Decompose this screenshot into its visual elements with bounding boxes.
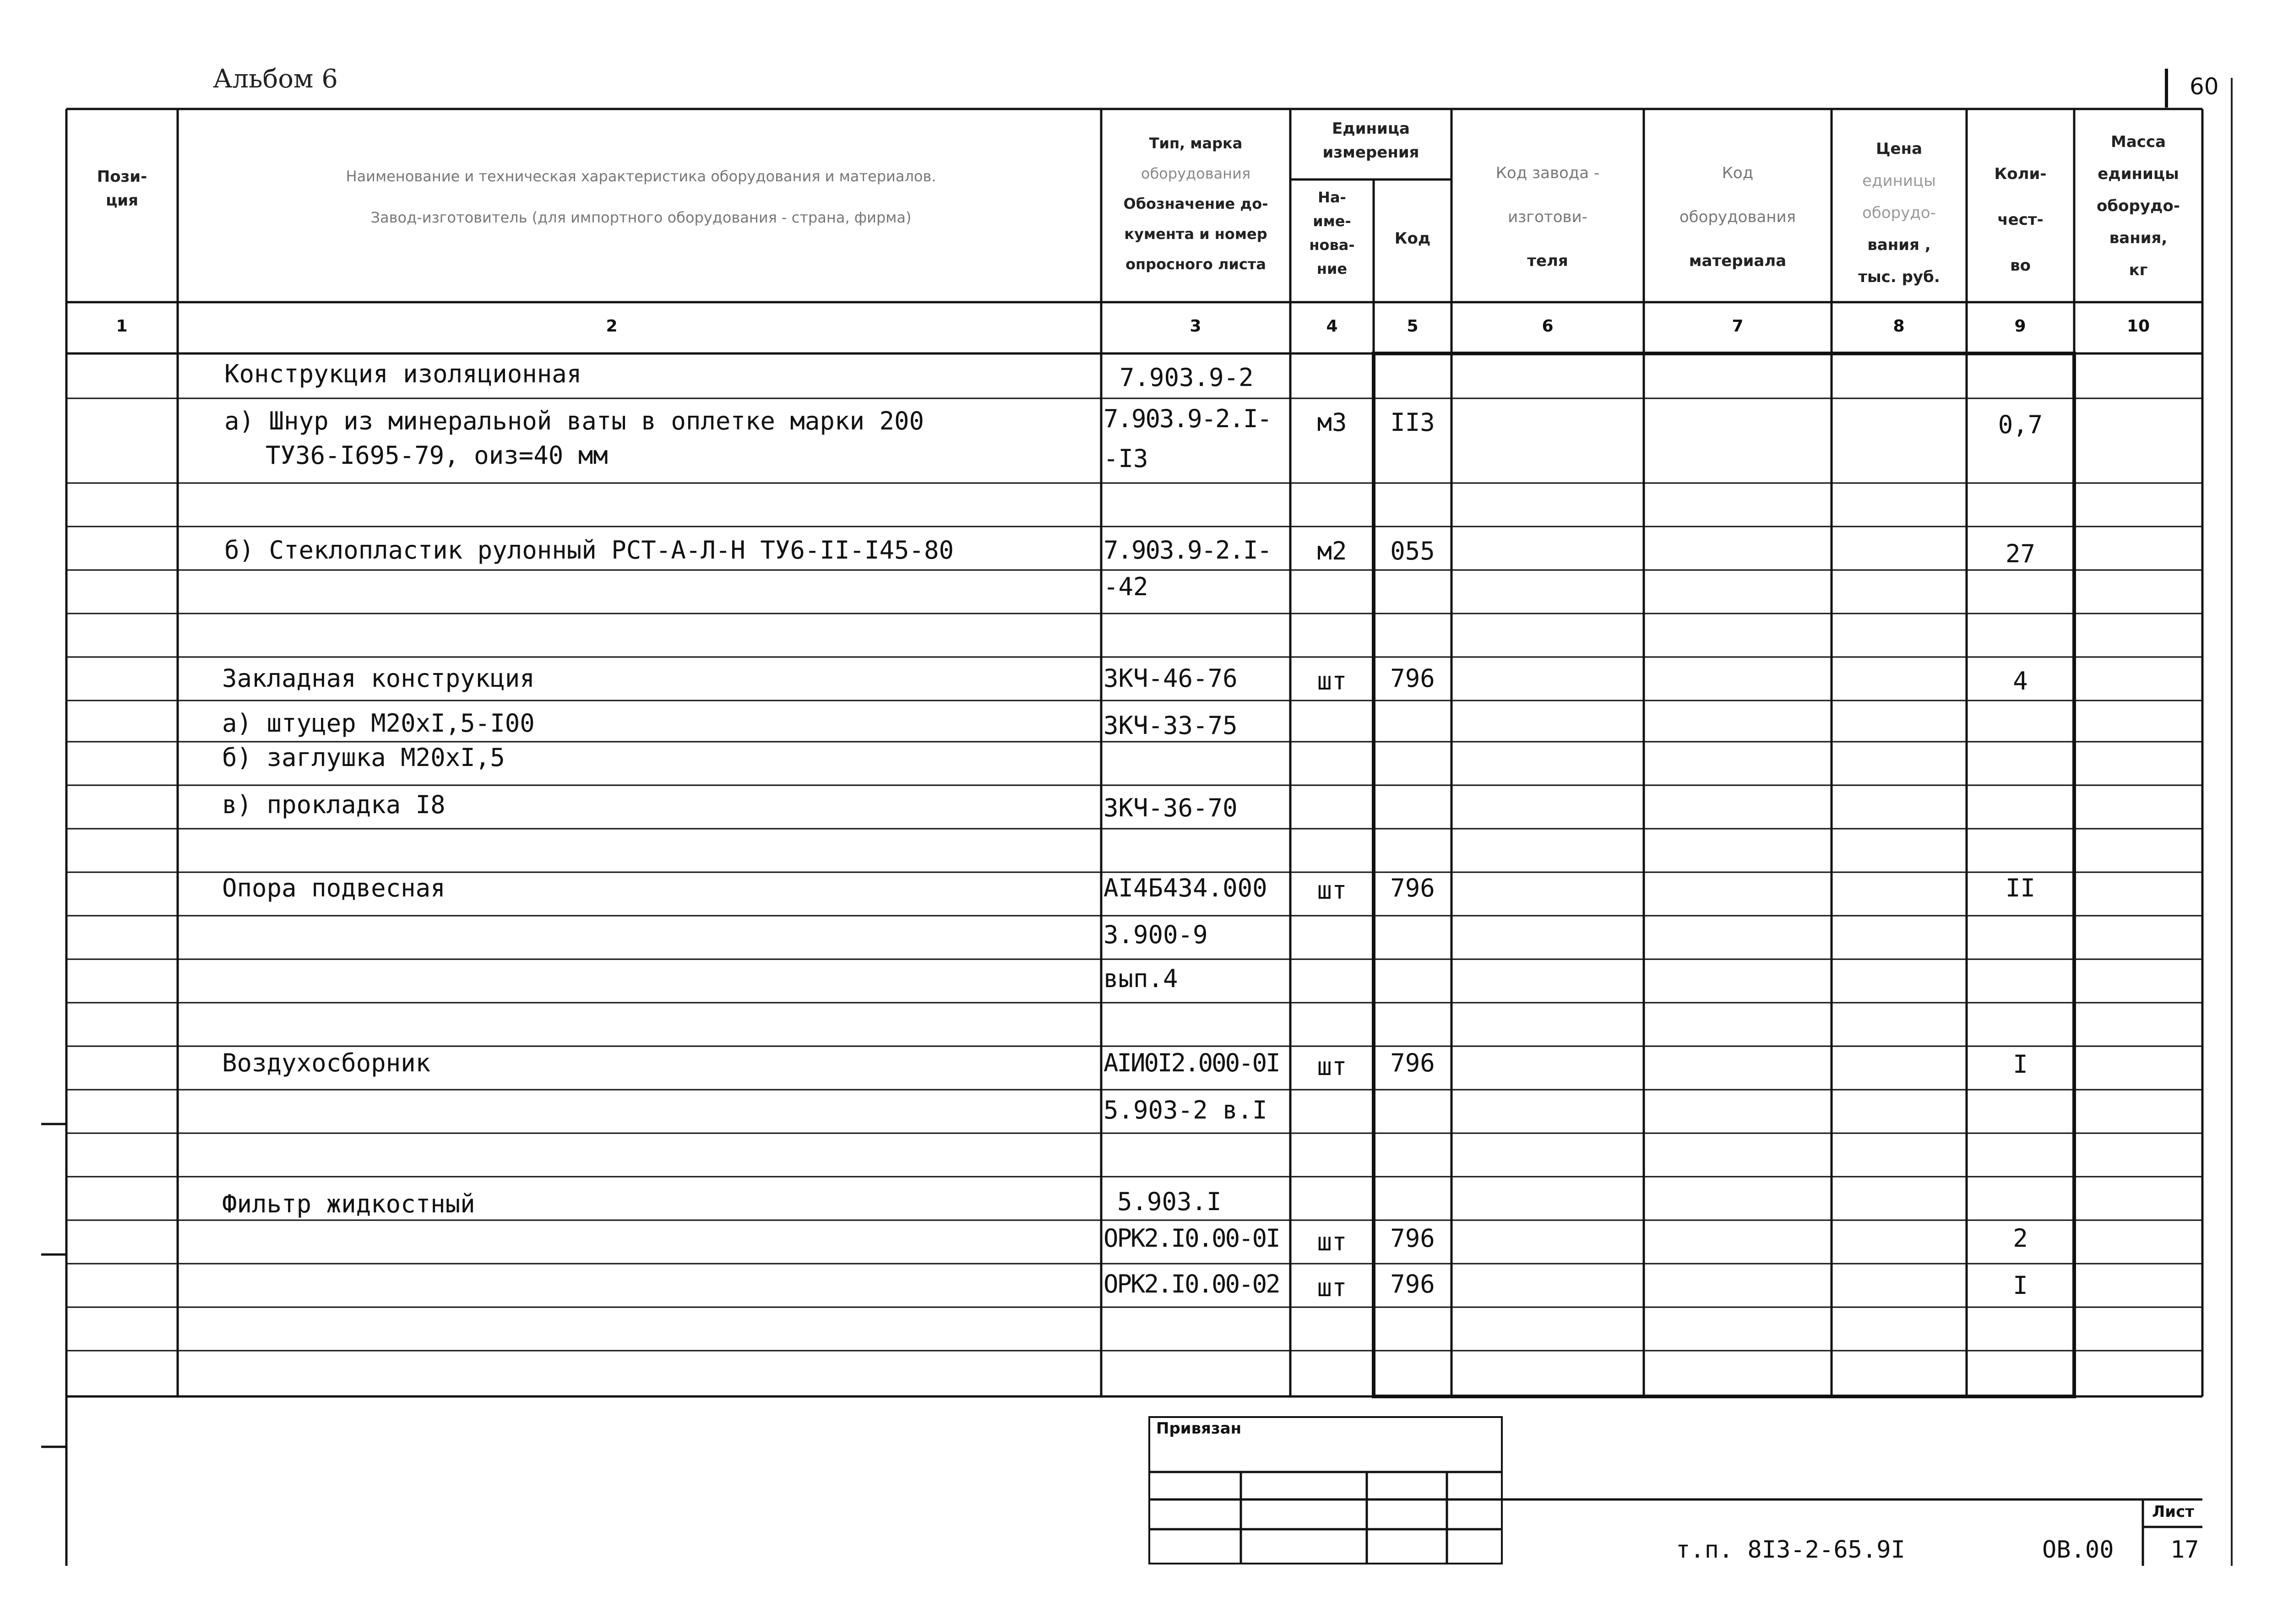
header-position — [66, 165, 178, 212]
header-price-line4: вания , — [1867, 236, 1931, 254]
header-plant-code — [1451, 151, 1644, 283]
row-type: ОРК2.I0.00-0I — [1103, 1224, 1279, 1253]
header-mass-line1: Масса — [2110, 133, 2166, 151]
header-type-line5: опросного листа — [1125, 255, 1266, 273]
header-mass — [2074, 126, 2202, 286]
row-unit: м2 — [1317, 537, 1347, 565]
header-unit-name — [1290, 185, 1374, 281]
header-equip-code-line3: материала — [1689, 252, 1787, 270]
column-number-9: 9 — [2014, 317, 2026, 336]
row-type: -I3 — [1103, 444, 1148, 473]
header-price-line5: тыс. руб. — [1858, 268, 1940, 286]
row-type: 3.900-9 — [1103, 920, 1208, 949]
row-unit: шт — [1317, 876, 1347, 905]
row-unit: шт — [1317, 1273, 1347, 1302]
header-unit — [1290, 117, 1451, 164]
sheet-code: ОВ.00 — [2042, 1536, 2114, 1564]
row-code: II3 — [1390, 408, 1435, 437]
column-number-5: 5 — [1407, 317, 1419, 336]
row-unit: шт — [1317, 1052, 1347, 1081]
page-number: 60 — [2190, 73, 2219, 100]
header-equip-code-line1: Код — [1722, 164, 1754, 182]
row-qty: I — [2013, 1050, 2028, 1079]
stamp-title: Привязан — [1156, 1419, 1242, 1438]
header-qty — [1967, 151, 2074, 288]
row-type: 5.903.I — [1117, 1187, 1222, 1216]
header-mass-line3: оборудо- — [2097, 197, 2180, 215]
row-type: AIИ0I2.000-0I — [1103, 1048, 1279, 1077]
row-name: б) заглушка М20хI,5 — [222, 743, 505, 772]
header-price-line2: единицы — [1862, 172, 1936, 190]
column-number-3: 3 — [1190, 317, 1201, 336]
column-number-10: 10 — [2126, 317, 2150, 336]
column-number-4: 4 — [1326, 317, 1338, 336]
row-type: 7.903.9-2.I- — [1103, 536, 1272, 565]
header-type-line1: Тип, марка — [1149, 135, 1243, 152]
row-name: Воздухосборник — [222, 1048, 431, 1077]
document-code: т.п. 8I3-2-65.9I — [1676, 1536, 1905, 1564]
header-position-line1: Пози- — [97, 168, 147, 186]
header-plant-code-line3: теля — [1527, 252, 1568, 270]
header-unit-name-line4: ние — [1316, 260, 1348, 277]
column-number-6: 6 — [1542, 317, 1554, 336]
row-qty: 27 — [2005, 539, 2036, 568]
header-mass-line5: кг — [2129, 261, 2148, 279]
row-name: б) Стеклопластик рулонный РСТ-А-Л-Н ТУ6-II-I45-80 — [224, 536, 954, 565]
row-qty: 0,7 — [1998, 410, 2043, 439]
row-qty: 4 — [2013, 667, 2028, 695]
row-name: ТУ36-I695-79, оиз=40 мм — [266, 441, 608, 470]
row-unit: м3 — [1317, 408, 1347, 437]
header-name-line2: Завод-изготовитель (для импортного оборудования - страна, фирма) — [370, 209, 912, 226]
header-unit-name-line1: На- — [1318, 189, 1346, 206]
row-code: 796 — [1390, 874, 1435, 902]
header-unit-name-line3: нова- — [1309, 236, 1355, 254]
header-name — [183, 156, 1099, 238]
header-unit-line1: Единица — [1332, 119, 1410, 138]
row-type: ЗКЧ-46-76 — [1103, 664, 1238, 693]
row-name: Опора подвесная — [222, 874, 446, 902]
header-equip-code — [1644, 151, 1832, 283]
row-name: Закладная конструкция — [222, 664, 535, 693]
row-type: 7.903.9-2.I- — [1103, 404, 1272, 433]
sheet-label: Лист — [2152, 1503, 2194, 1521]
column-number-7: 7 — [1732, 317, 1744, 336]
sheet-number: 17 — [2170, 1536, 2199, 1564]
header-type-line4: кумента и номер — [1124, 225, 1267, 243]
header-qty-line3: во — [2010, 256, 2031, 275]
header-qty-line2: чест- — [1997, 211, 2044, 229]
row-unit: шт — [1317, 1228, 1347, 1256]
row-type: 7.903.9-2 — [1120, 363, 1254, 392]
row-code: 796 — [1390, 1224, 1435, 1253]
row-type: ЗКЧ-33-75 — [1103, 711, 1238, 740]
column-number-2: 2 — [606, 317, 618, 336]
row-type: -42 — [1103, 572, 1148, 601]
header-unit-name-line2: име- — [1313, 212, 1351, 230]
header-type — [1101, 128, 1290, 279]
row-code: 055 — [1390, 537, 1435, 565]
row-type: 5.903-2 в.I — [1103, 1096, 1267, 1124]
row-type: AI4Б434.000 — [1103, 874, 1267, 902]
row-code: 796 — [1390, 1270, 1435, 1298]
header-price — [1832, 133, 1967, 293]
row-type: вып.4 — [1103, 964, 1178, 993]
header-name-line1: Наименование и техническая характеристика оборудования и материалов. — [346, 168, 936, 185]
header-mass-line4: вания, — [2109, 229, 2168, 247]
row-code: 796 — [1390, 1048, 1435, 1077]
header-type-line3: Обозначение до- — [1123, 195, 1268, 212]
row-name: а) Шнур из минеральной ваты в оплетке марки 200 — [224, 407, 924, 435]
header-plant-code-line2: изготови- — [1508, 208, 1587, 226]
header-position-line2: ция — [106, 191, 138, 210]
row-type: ЗКЧ-36-70 — [1103, 793, 1238, 822]
row-qty: II — [2005, 874, 2036, 902]
row-name: Конструкция изоляционная — [224, 359, 582, 388]
row-qty: 2 — [2013, 1224, 2028, 1253]
row-type: ОРК2.I0.00-02 — [1103, 1270, 1279, 1298]
header-unit-code: Код — [1394, 229, 1431, 248]
row-qty: I — [2013, 1271, 2028, 1300]
header-unit-line2: измерения — [1322, 143, 1419, 162]
header-price-line1: Цена — [1875, 140, 1923, 158]
header-qty-line1: Коли- — [1994, 165, 2047, 183]
row-code: 796 — [1390, 664, 1435, 693]
row-name: Фильтр жидкостный — [222, 1189, 475, 1218]
row-unit: шт — [1317, 667, 1347, 695]
header-type-line2: оборудования — [1141, 165, 1251, 182]
row-name: в) прокладка I8 — [222, 790, 446, 819]
row-name: а) штуцер М20хI,5-I00 — [222, 709, 535, 738]
header-plant-code-line1: Код завода - — [1495, 164, 1600, 182]
column-number-8: 8 — [1893, 317, 1905, 336]
header-mass-line2: единицы — [2098, 165, 2179, 183]
header-equip-code-line2: оборудования — [1679, 208, 1796, 226]
header-price-line3: оборудо- — [1862, 204, 1936, 222]
album-label: Альбом 6 — [213, 64, 338, 94]
column-number-1: 1 — [116, 317, 128, 336]
